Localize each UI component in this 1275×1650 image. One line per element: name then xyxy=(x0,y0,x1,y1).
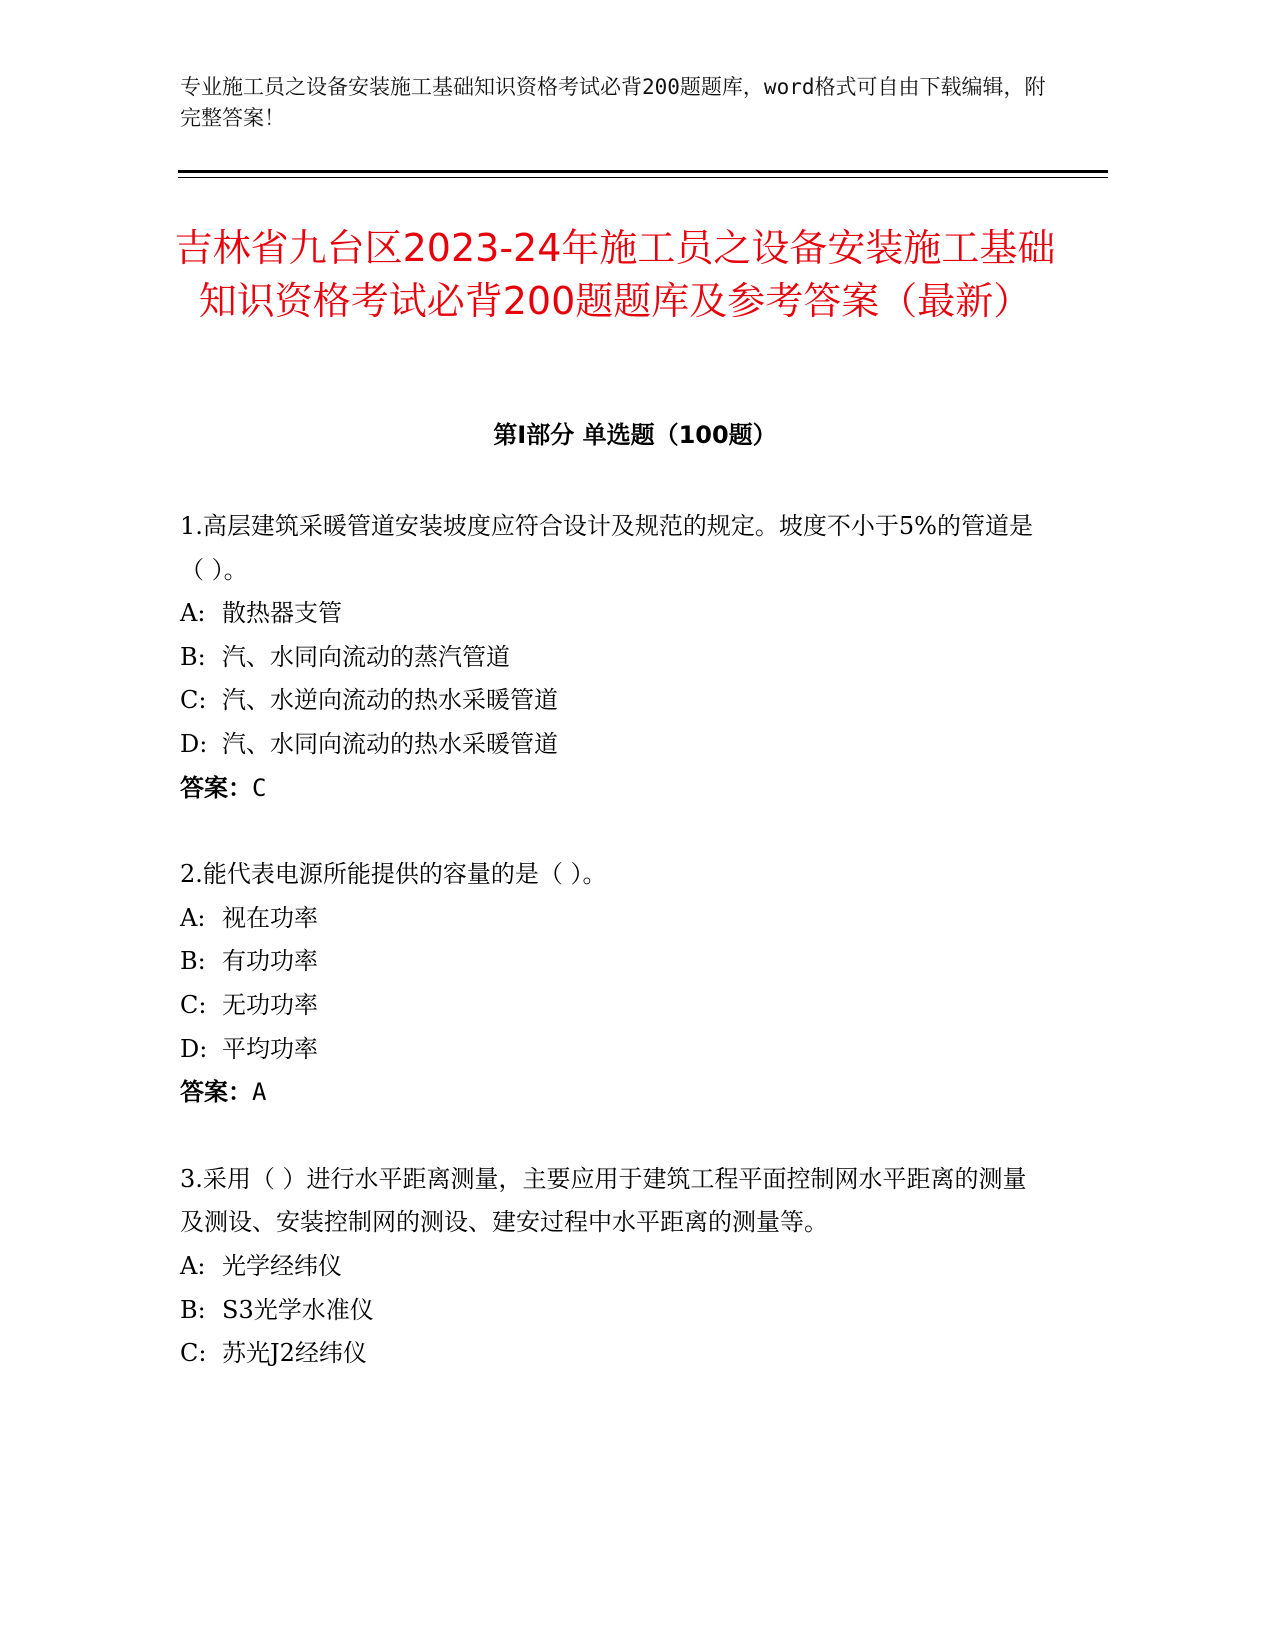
option-prefix: D: xyxy=(180,1034,208,1063)
header-rule-thin xyxy=(178,177,1108,178)
option-d xyxy=(180,1028,1040,1072)
option-text: 有功功率 xyxy=(222,947,318,976)
question-stem: 2.能代表电源所能提供的容量的是（ ）。 xyxy=(180,860,607,889)
question-2 xyxy=(180,853,1040,1115)
option-prefix: B: xyxy=(180,947,206,976)
option-prefix: C: xyxy=(180,1339,207,1368)
option-text: S3光学水准仪 xyxy=(222,1295,374,1324)
option-text: 视在功率 xyxy=(222,903,318,932)
option-prefix: B: xyxy=(180,1295,206,1324)
option-b xyxy=(180,636,1040,680)
answer-value: C xyxy=(252,773,267,802)
option-text: 汽、水同向流动的热水采暖管道 xyxy=(222,729,558,758)
option-text: 汽、水同向流动的蒸汽管道 xyxy=(222,642,510,671)
question-stem: 3.采用（ ）进行水平距离测量，主要应用于建筑工程平面控制网水平距离的测量及测设、安装控制网的测设、建安过程中水平距离的测量等。 xyxy=(180,1164,1027,1237)
answer-line xyxy=(180,1071,1040,1115)
question-1 xyxy=(180,505,1040,810)
option-prefix: A: xyxy=(180,599,206,628)
question-stem: 1.高层建筑采暖管道安装坡度应符合设计及规范的规定。坡度不小于5%的管道是（ ）。 xyxy=(180,512,1033,584)
option-a xyxy=(180,1245,1040,1289)
option-text: 汽、水逆向流动的热水采暖管道 xyxy=(222,686,558,715)
header-rule-thick xyxy=(178,170,1108,173)
option-d xyxy=(180,723,1040,767)
answer-label: 答案： xyxy=(180,773,252,802)
option-prefix: B: xyxy=(180,642,206,671)
option-prefix: C: xyxy=(180,990,207,1019)
option-b xyxy=(180,1289,1040,1333)
option-a xyxy=(180,897,1040,941)
option-a xyxy=(180,592,1040,636)
option-b xyxy=(180,940,1040,984)
option-prefix: A: xyxy=(180,1251,206,1280)
question-3 xyxy=(180,1158,1040,1376)
option-text: 光学经纬仪 xyxy=(222,1251,342,1280)
option-c xyxy=(180,984,1040,1028)
option-prefix: C: xyxy=(180,686,207,715)
section-heading: 第Ⅰ部分 单选题（100题） xyxy=(493,421,777,449)
answer-value: A xyxy=(252,1078,267,1107)
option-prefix: D: xyxy=(180,729,208,758)
option-c xyxy=(180,1332,1040,1376)
document-title: 吉林省九台区2023-24年施工员之设备安装施工基础知识资格考试必背200题题库及参考答案（最新） xyxy=(174,226,1056,323)
option-text: 苏光J2经纬仪 xyxy=(222,1339,367,1368)
header-note: 专业施工员之设备安装施工基础知识资格考试必背200题题库，word格式可自由下载编辑，附完整答案！ xyxy=(180,75,1046,130)
option-text: 无功功率 xyxy=(222,990,318,1019)
option-prefix: A: xyxy=(180,903,206,932)
answer-line xyxy=(180,767,1040,811)
answer-label: 答案： xyxy=(180,1078,252,1107)
option-text: 散热器支管 xyxy=(222,599,342,628)
option-c xyxy=(180,679,1040,723)
option-text: 平均功率 xyxy=(222,1034,318,1063)
question-list xyxy=(180,505,1040,1376)
